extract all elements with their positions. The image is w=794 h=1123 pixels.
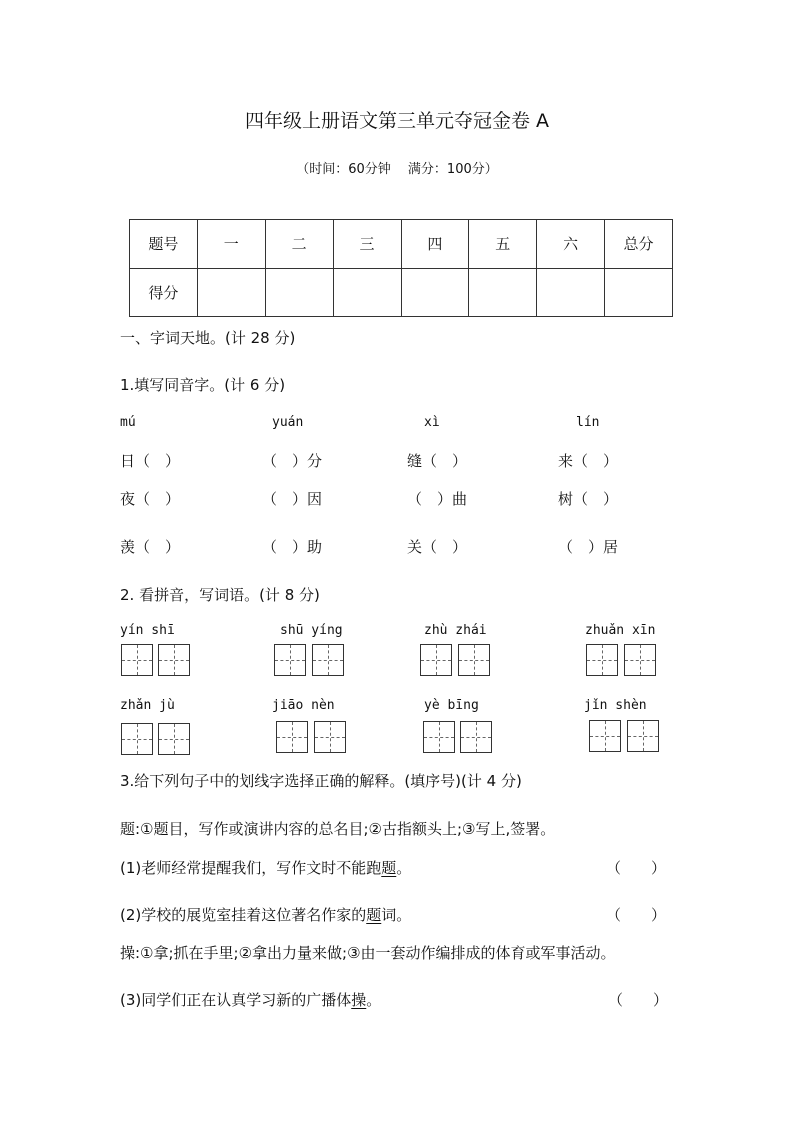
sentence-text: (3)同学们正在认真学习新的广播体 bbox=[120, 991, 352, 1009]
fill-item[interactable]: 树（ ） bbox=[558, 490, 619, 508]
table-cell: 六 bbox=[537, 220, 605, 269]
writing-grid[interactable] bbox=[312, 644, 344, 676]
sentence-item bbox=[120, 904, 411, 925]
table-cell: 五 bbox=[469, 220, 537, 269]
pinyin-label: shū yíng bbox=[280, 623, 343, 638]
table-cell: 二 bbox=[265, 220, 333, 269]
pinyin-label: zhù zhái bbox=[424, 623, 487, 638]
score-entry-cell[interactable] bbox=[401, 268, 469, 317]
sentence-item bbox=[120, 857, 411, 878]
fill-item[interactable]: （ ）曲 bbox=[407, 490, 468, 508]
underlined-char: 操 bbox=[351, 991, 367, 1009]
writing-grid[interactable] bbox=[460, 721, 492, 753]
fill-item[interactable]: 缝（ ） bbox=[407, 452, 468, 470]
writing-grid[interactable] bbox=[458, 644, 490, 676]
table-cell: 题号 bbox=[130, 220, 198, 269]
score-entry-cell[interactable] bbox=[605, 268, 673, 317]
score-entry-cell[interactable] bbox=[537, 268, 605, 317]
section-heading: 一、字词天地。(计 28 分) bbox=[120, 329, 296, 347]
writing-grid[interactable] bbox=[276, 721, 308, 753]
pinyin-label: mú bbox=[120, 415, 136, 430]
fill-item[interactable]: （ ）分 bbox=[262, 452, 323, 470]
underlined-char: 题 bbox=[366, 906, 382, 924]
fill-item[interactable]: 来（ ） bbox=[558, 452, 619, 470]
pinyin-label: xì bbox=[424, 415, 440, 430]
fill-item[interactable]: （ ）因 bbox=[262, 490, 323, 508]
sentence-text: (1)老师经常提醒我们，写作文时不能跑 bbox=[120, 859, 382, 877]
page-title: 四年级上册语文第三单元夺冠金卷 A bbox=[244, 110, 550, 132]
underlined-char: 题 bbox=[381, 859, 397, 877]
score-entry-cell[interactable] bbox=[265, 268, 333, 317]
pinyin-label: lín bbox=[576, 415, 600, 430]
answer-blank[interactable]: （ ） bbox=[606, 859, 667, 877]
score-entry-cell[interactable] bbox=[333, 268, 401, 317]
fill-item[interactable]: 关（ ） bbox=[407, 538, 468, 556]
definition-text: 操:①拿;抓在手里;②拿出力量来做;③由一套动作编排成的体育或军事活动。 bbox=[120, 944, 616, 962]
writing-grid[interactable] bbox=[589, 720, 621, 752]
writing-grid[interactable] bbox=[624, 644, 656, 676]
answer-blank[interactable]: （ ） bbox=[608, 991, 669, 1009]
writing-grid[interactable] bbox=[420, 644, 452, 676]
pinyin-label: yè bīng bbox=[424, 698, 479, 713]
pinyin-label: yín shī bbox=[120, 623, 175, 638]
table-cell: 四 bbox=[401, 220, 469, 269]
fill-item[interactable]: （ ）居 bbox=[558, 538, 619, 556]
writing-grid[interactable] bbox=[274, 644, 306, 676]
definition-text: 题:①题目，写作或演讲内容的总名目;②古指额头上;③写上,签署。 bbox=[120, 820, 556, 838]
question-heading: 2. 看拼音，写词语。(计 8 分) bbox=[120, 586, 320, 604]
pinyin-label: zhuǎn xīn bbox=[585, 623, 656, 638]
table-row bbox=[130, 220, 673, 269]
table-cell: 总分 bbox=[605, 220, 673, 269]
writing-grid[interactable] bbox=[158, 644, 190, 676]
writing-grid[interactable] bbox=[314, 721, 346, 753]
writing-grid[interactable] bbox=[423, 721, 455, 753]
sentence-text: (2)学校的展览室挂着这位著名作家的 bbox=[120, 906, 367, 924]
writing-grid[interactable] bbox=[627, 720, 659, 752]
writing-grid[interactable] bbox=[121, 723, 153, 755]
score-entry-cell[interactable] bbox=[469, 268, 537, 317]
table-cell: 三 bbox=[333, 220, 401, 269]
sentence-text: 。 bbox=[366, 991, 382, 1009]
fill-item[interactable]: 羡（ ） bbox=[120, 538, 181, 556]
answer-blank[interactable]: （ ） bbox=[606, 906, 667, 924]
exam-info: （时间：60分钟 满分：100分） bbox=[296, 162, 498, 177]
table-cell: 一 bbox=[197, 220, 265, 269]
writing-grid[interactable] bbox=[586, 644, 618, 676]
pinyin-label: jǐn shèn bbox=[584, 698, 647, 713]
pinyin-label: zhǎn jù bbox=[120, 698, 175, 713]
score-entry-cell[interactable] bbox=[197, 268, 265, 317]
fill-item[interactable]: （ ）助 bbox=[262, 538, 323, 556]
sentence-text: 。 bbox=[396, 859, 412, 877]
pinyin-label: yuán bbox=[272, 415, 304, 430]
question-heading: 1.填写同音字。(计 6 分) bbox=[120, 376, 286, 394]
fill-item[interactable]: 日（ ） bbox=[120, 452, 181, 470]
fill-item[interactable]: 夜（ ） bbox=[120, 490, 181, 508]
table-row bbox=[130, 268, 673, 317]
sentence-text: 词。 bbox=[381, 906, 412, 924]
question-heading: 3.给下列句子中的划线字选择正确的解释。(填序号)(计 4 分) bbox=[120, 772, 522, 790]
pinyin-label: jiāo nèn bbox=[272, 698, 335, 713]
writing-grid[interactable] bbox=[121, 644, 153, 676]
sentence-item bbox=[120, 989, 381, 1010]
writing-grid[interactable] bbox=[158, 723, 190, 755]
score-table bbox=[129, 219, 673, 317]
table-cell: 得分 bbox=[130, 268, 198, 317]
